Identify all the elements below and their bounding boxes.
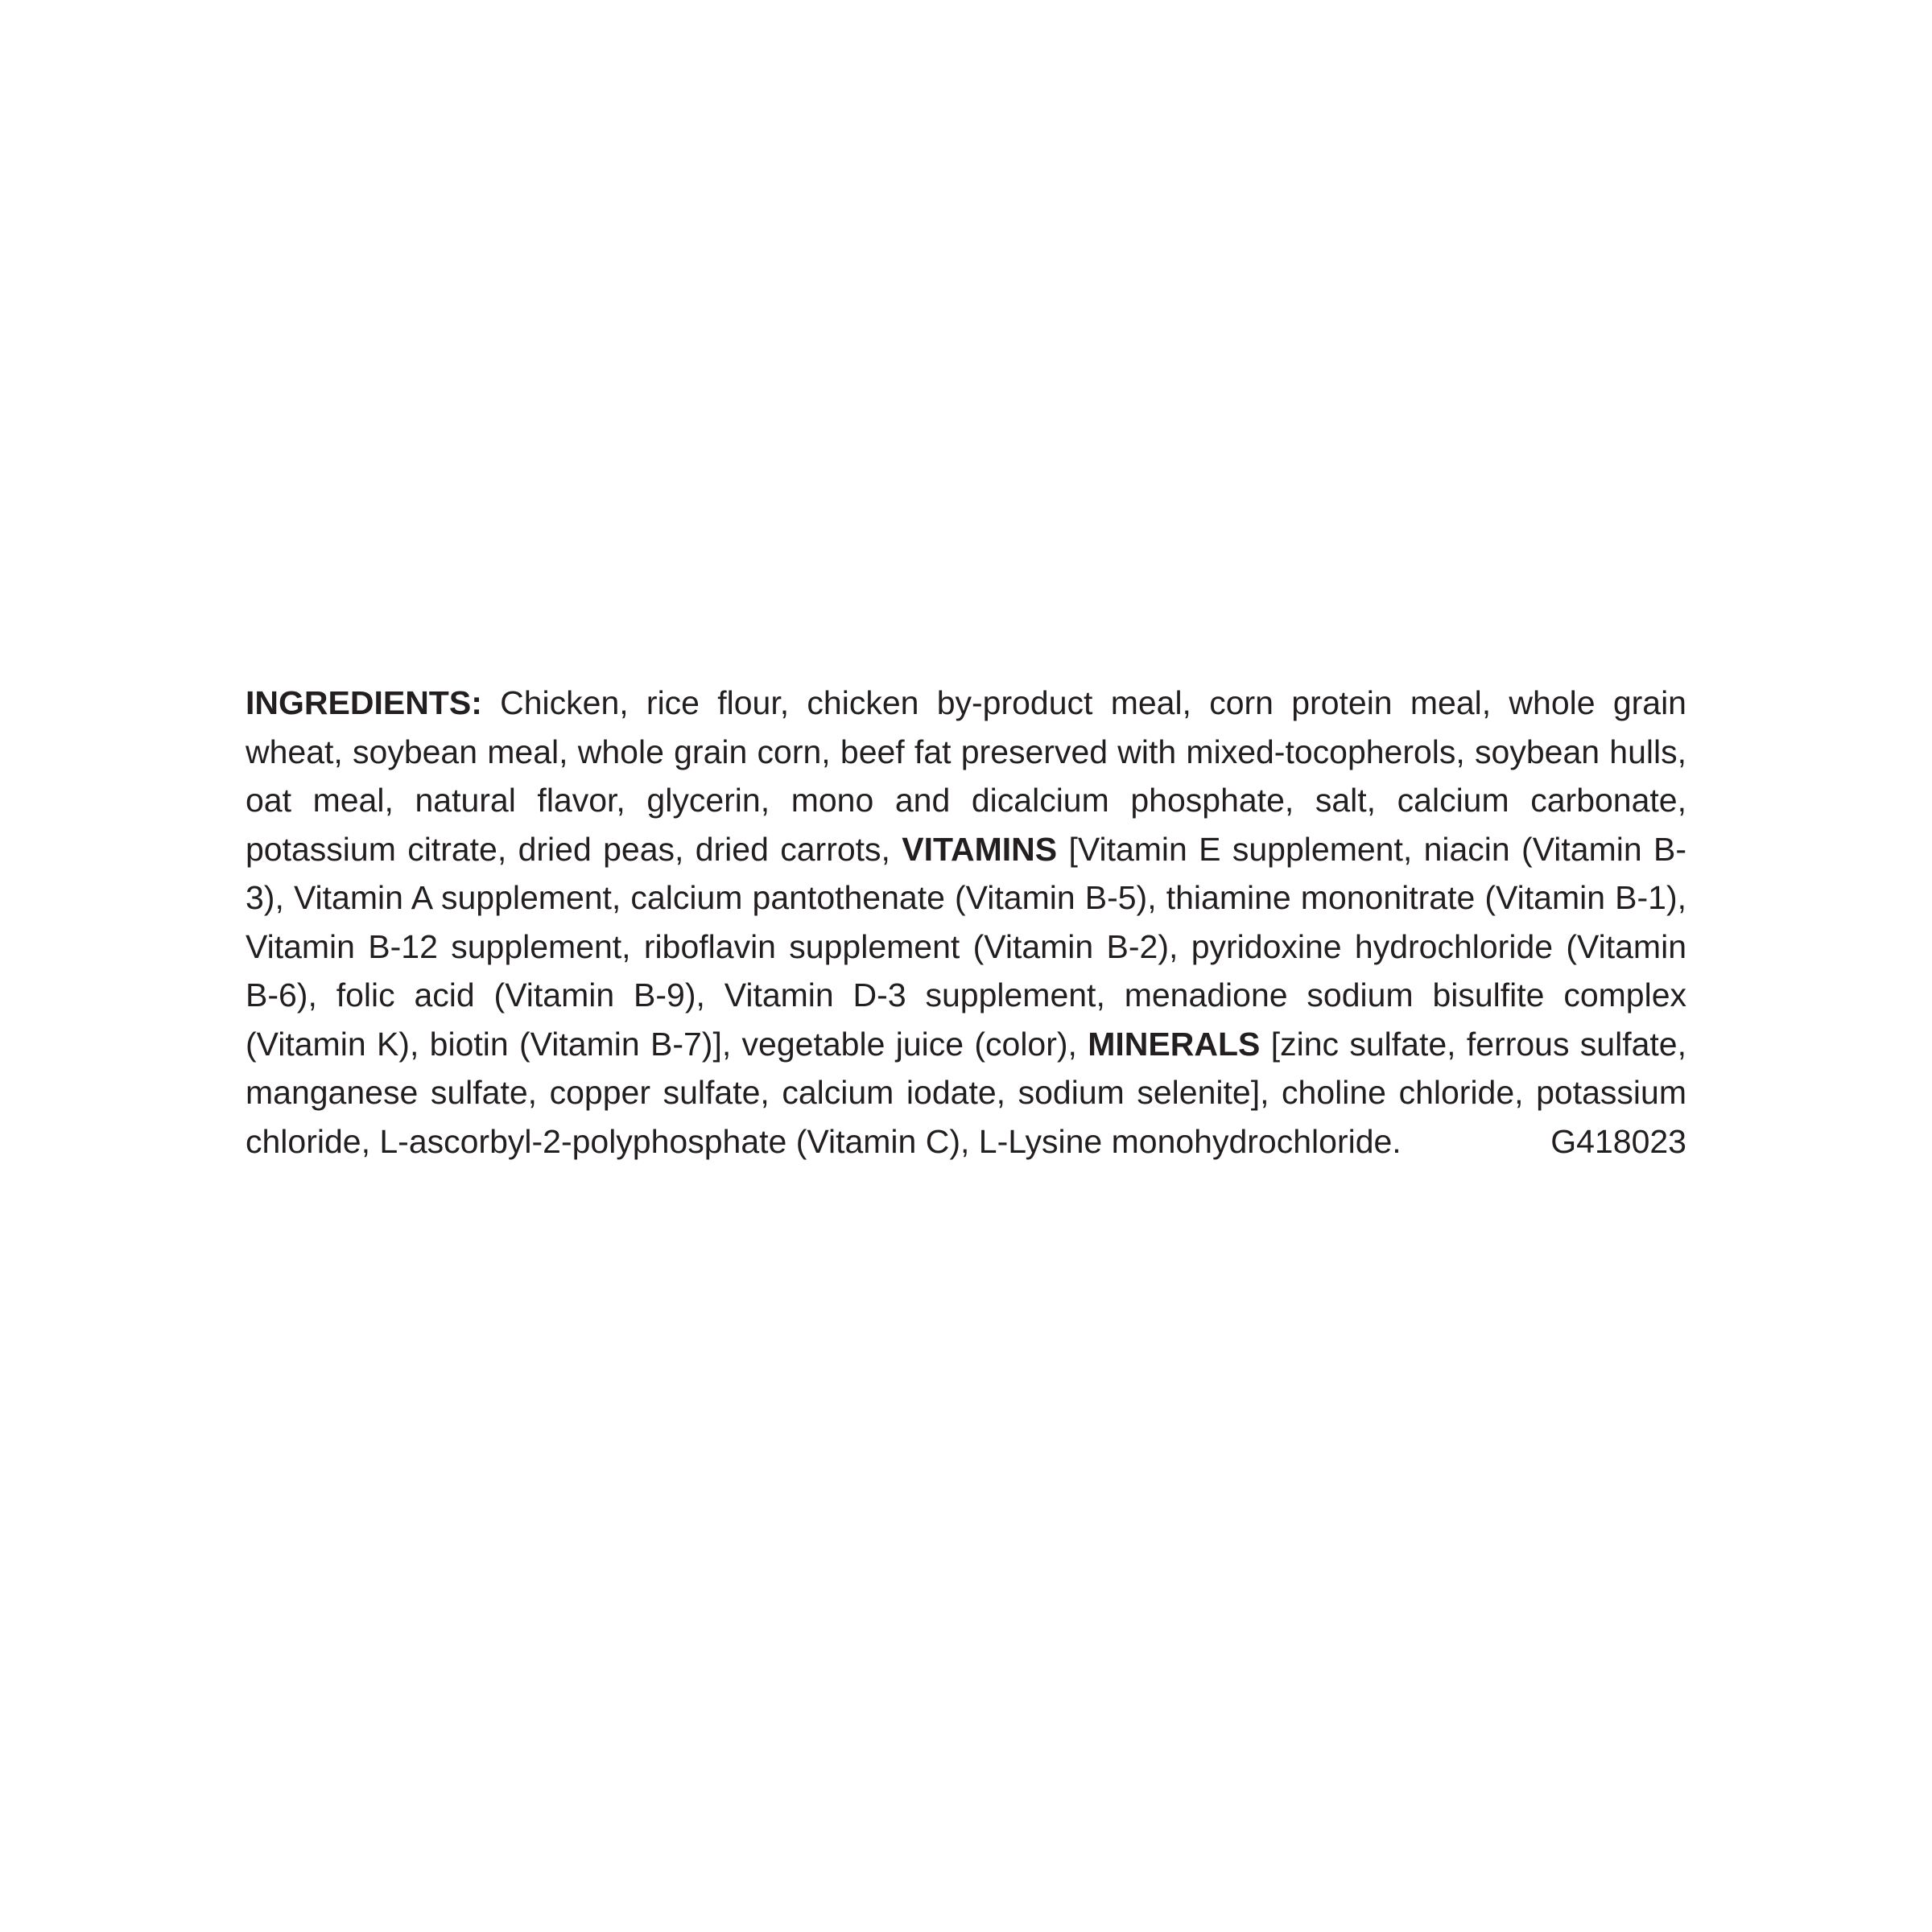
- minerals-text: [zinc sulfate, ferrous sulfate, manganese sulfate, copper sulfate, calcium iodate, sodium selenite], choline chloride, potassium chloride, L-ascorbyl-2-polyphosphate (Vitamin C), L-Lysine monohydrochloride.: [246, 1025, 1686, 1160]
- vitamins-text: [Vitamin E supplement, niacin (Vitamin B-3), Vitamin A supplement, calcium pantothenate (Vitamin B-5), thiamine mononitrate (Vitamin B-1), Vitamin B-12 supplement, riboflavin supplement (Vitamin B-2), pyridoxine hydrochloride (Vitamin B-6), folic acid (Vitamin B-9), Vitamin D-3 supplement, menadione sodium bisulfite complex (Vitamin K), biotin (Vitamin B-7)], vegetable juice (color),: [246, 830, 1686, 1063]
- product-code: G418023: [1550, 1122, 1686, 1160]
- ingredients-heading: INGREDIENTS:: [246, 684, 482, 721]
- ingredients-text: Chicken, rice flour, chicken by-product meal, corn protein meal, whole grain wheat, soybean meal, whole grain corn, beef fat preserved with mixed-tocopherols, soybean hulls, oat meal, natural flavor, glycerin, mono and dicalcium phosphate, salt, calcium carbonate, potassium citrate, dried peas, dried carrots,: [246, 684, 1686, 868]
- ingredients-panel: [246, 679, 1686, 1258]
- minerals-heading: MINERALS: [1088, 1025, 1261, 1063]
- ingredients-paragraph: [246, 679, 1686, 1166]
- vitamins-heading: VITAMINS: [902, 830, 1058, 868]
